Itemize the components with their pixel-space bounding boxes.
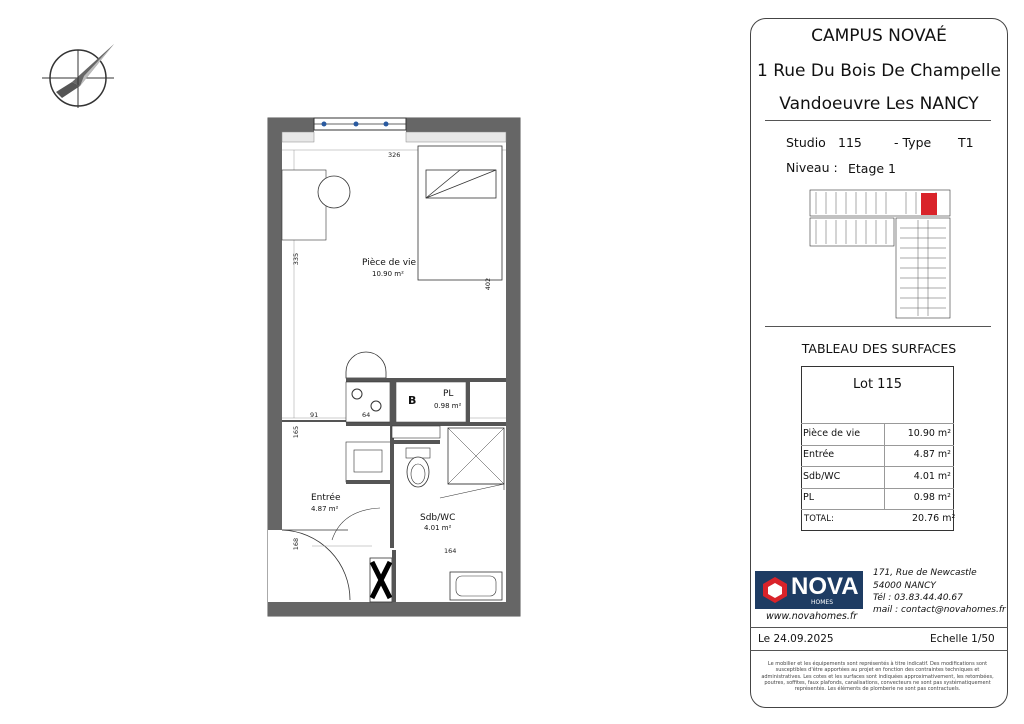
- type-label: - Type: [894, 135, 932, 150]
- room-area-living: 10.90 m²: [372, 270, 404, 278]
- divider: [750, 650, 1008, 651]
- north-arrow-icon: [38, 40, 118, 115]
- surface-label: Entrée: [803, 449, 835, 460]
- company-address2: 54000 NANCY: [873, 581, 936, 591]
- dim-top-width: 326: [388, 151, 401, 159]
- company-email[interactable]: mail : contact@novahomes.fr: [873, 605, 1006, 615]
- dim-kitchen-width: 64: [362, 411, 371, 419]
- company-address1: 171, Rue de Newcastle: [873, 568, 977, 578]
- total-value: 20.76 m²: [912, 513, 956, 524]
- surfaces-heading: TABLEAU DES SURFACES: [801, 341, 957, 356]
- surface-value: 10.90 m²: [907, 428, 951, 439]
- divider: [750, 627, 1008, 628]
- surface-row: [801, 467, 954, 489]
- project-name: CAMPUS NOVAÉ: [811, 26, 947, 46]
- total-label: TOTAL:: [804, 514, 834, 524]
- company-website[interactable]: www.novahomes.fr: [766, 611, 858, 622]
- dim-door-height: 168: [292, 537, 301, 551]
- dim-entry-width: 91: [310, 411, 319, 419]
- dim-bed-length: 402: [484, 277, 493, 291]
- plan-scale: Echelle 1/50: [930, 633, 995, 645]
- surface-value: 4.01 m²: [913, 471, 951, 482]
- surface-row: [801, 445, 954, 467]
- dim-left-height: 335: [292, 252, 301, 266]
- surface-row: [801, 423, 954, 446]
- lot-label: Lot 115: [852, 377, 902, 392]
- dim-entry-height: 165: [292, 425, 301, 439]
- surface-row: [801, 488, 954, 510]
- room-label-entry: Entrée: [311, 493, 341, 503]
- project-address-line1: 1 Rue Du Bois De Champelle: [757, 61, 1001, 81]
- room-label-pl: PL: [443, 389, 454, 399]
- floor-plan: [260, 110, 530, 620]
- divider: [765, 120, 991, 121]
- logo-mark-icon: [761, 575, 789, 605]
- room-label-bath: Sdb/WC: [420, 513, 456, 523]
- surface-value: 0.98 m²: [913, 492, 951, 503]
- boiler-symbol: B: [408, 394, 417, 407]
- project-address-line2: Vandoeuvre Les NANCY: [779, 94, 979, 114]
- level-value: Etage 1: [848, 161, 897, 176]
- surface-label: PL: [803, 492, 815, 503]
- room-area-bath: 4.01 m²: [424, 524, 452, 532]
- room-label-living: Pièce de vie: [362, 258, 417, 268]
- legal-notice: Le mobilier et les équipements sont représentés à titre indicatif. Des modifications sont susceptibles d'être apportées au projet en fonction des contraintes techniques et administratives. Les cotes et les surfaces sont indiquées approximativement, les retombées, poutres, soffites, faux plafonds, canalisations, convecteurs ne sont pas systématiquement représentés. Les éléments de plomberie ne sont pas contractuels.: [761, 661, 994, 693]
- logo-subtext: HOMES: [811, 599, 834, 606]
- plan-date: Le 24.09.2025: [758, 633, 834, 645]
- studio-label: Studio: [786, 135, 826, 150]
- room-area-pl: 0.98 m²: [434, 402, 462, 410]
- company-phone: Tél : 03.83.44.40.67: [873, 593, 963, 603]
- key-plan: [808, 188, 954, 322]
- company-logo: [755, 571, 863, 609]
- surface-label: Sdb/WC: [803, 471, 841, 482]
- surface-value: 4.87 m²: [913, 449, 951, 460]
- logo-text: NOVA: [791, 573, 859, 600]
- studio-number: 115: [838, 135, 862, 150]
- room-area-entry: 4.87 m²: [311, 505, 339, 513]
- level-label: Niveau :: [786, 160, 838, 175]
- surface-label: Pièce de vie: [803, 428, 861, 439]
- dim-bath-width: 164: [444, 547, 457, 555]
- divider: [765, 326, 991, 327]
- type-value: T1: [958, 135, 974, 150]
